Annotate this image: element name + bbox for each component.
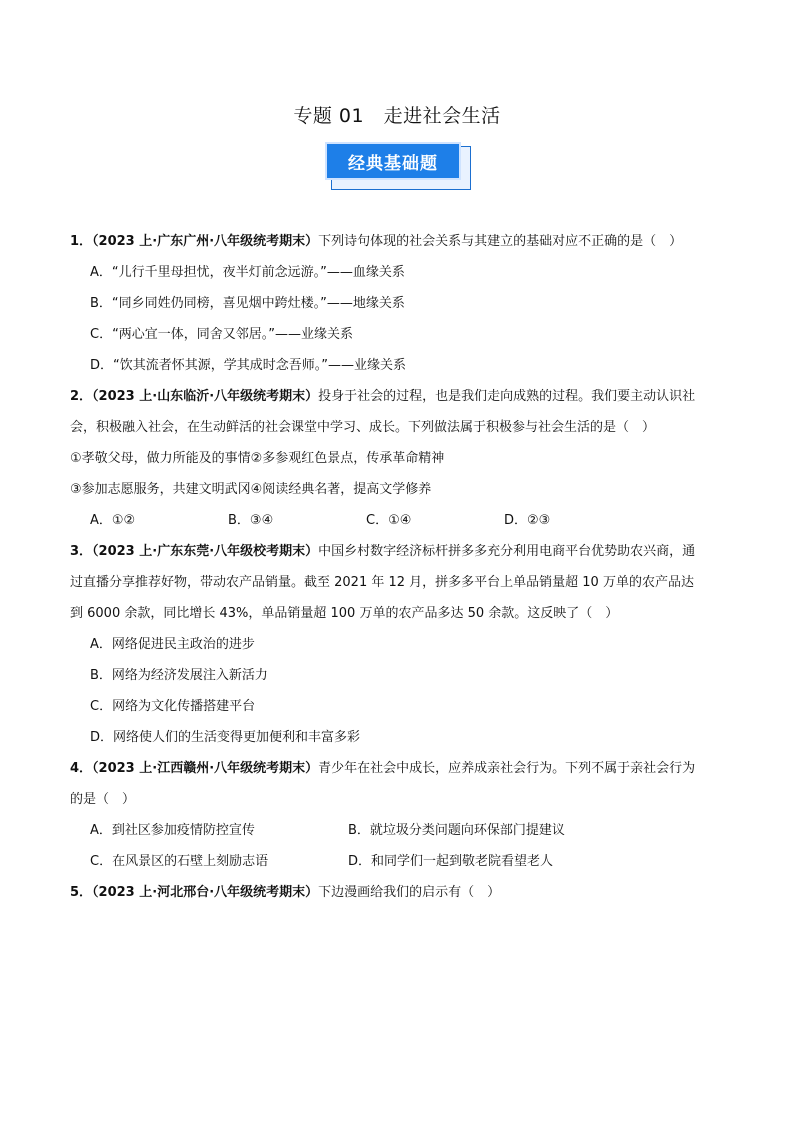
question-4-stem [70, 758, 730, 789]
question-list [70, 231, 730, 913]
question-number: 3． [70, 544, 93, 559]
option-c: C．①④ [366, 513, 412, 528]
option-d: D．和同学们一起到敬老院看望老人 [348, 854, 554, 869]
question-text: 青少年在社会中成长，应养成亲社会行为。下列不属于亲社会行为 [318, 761, 696, 776]
question-3-stem-cont: 过直播分享推荐好物，带动农产品销量。截至 2021 年 12 月，拼多多平台上单品销量超 10 万单的农产品达 [70, 575, 694, 590]
question-2-items-2: ③参加志愿服务，共建文明武冈④阅读经典名著，提高文学修养 [70, 482, 432, 497]
option-b: B．③④ [228, 513, 274, 528]
question-2-options [70, 510, 730, 541]
badge-label: 经典基础题 [325, 142, 461, 180]
option-a: A．“儿行千里母担忧，夜半灯前念远游。”——血缘关系 [90, 265, 405, 280]
question-number: 1． [70, 234, 93, 249]
question-number: 4． [70, 761, 93, 776]
option-d: D．“饮其流者怀其源，学其成时念吾师。”——业缘关系 [90, 358, 406, 373]
option-a: A．到社区参加疫情防控宣传 [90, 823, 255, 838]
question-source: （2023 上·广东东莞·八年级校考期末） [92, 544, 319, 559]
question-text: 投身于社会的过程，也是我们走向成熟的过程。我们要主动认识社 [318, 389, 696, 404]
option-b: B．网络为经济发展注入新活力 [90, 668, 268, 683]
question-number: 2． [70, 389, 93, 404]
question-2-stem [70, 386, 730, 417]
question-text: 下列诗句体现的社会关系与其建立的基础对应不正确的是（ ） [318, 234, 683, 249]
section-badge [325, 142, 469, 188]
question-text: 下边漫画给我们的启示有（ ） [318, 885, 501, 900]
question-3-stem [70, 541, 730, 572]
option-c: C．网络为文化传播搭建平台 [90, 699, 256, 714]
option-c: C．在风景区的石壁上刻励志语 [90, 854, 269, 869]
question-1-stem [70, 231, 730, 262]
option-b: B．“同乡同姓仍同榜，喜见烟中跨灶楼。”——地缘关系 [90, 296, 405, 311]
option-a: A．网络促进民主政治的进步 [90, 637, 255, 652]
question-source: （2023 上·山东临沂·八年级统考期末） [92, 389, 319, 404]
option-d: D．②③ [504, 513, 551, 528]
option-d: D．网络使人们的生活变得更加便利和丰富多彩 [90, 730, 361, 745]
question-number: 5． [70, 885, 93, 900]
question-4-options-row-2 [70, 851, 730, 882]
question-source: （2023 上·江西赣州·八年级统考期末） [92, 761, 319, 776]
question-2-items-1: ①孝敬父母，做力所能及的事情②多参观红色景点，传承革命精神 [70, 451, 445, 466]
question-2-stem-cont: 会，积极融入社会，在生动鲜活的社会课堂中学习、成长。下列做法属于积极参与社会生活的是（ ） [70, 420, 656, 435]
option-c: C．“两心宜一体，同舍又邻居。”——业缘关系 [90, 327, 354, 342]
question-source: （2023 上·广东广州·八年级统考期末） [92, 234, 319, 249]
question-4-stem-cont: 的是（ ） [70, 792, 136, 807]
question-text: 中国乡村数字经济标杆拼多多充分利用电商平台优势助农兴商，通 [318, 544, 696, 559]
page-title: 专题 01 走进社会生活 [293, 105, 501, 127]
option-a: A．①② [90, 513, 136, 528]
question-5-stem [70, 882, 730, 913]
question-4-options-row-1 [70, 820, 730, 851]
question-source: （2023 上·河北邢台·八年级统考期末） [92, 885, 319, 900]
question-3-stem-cont: 到 6000 余款，同比增长 43%，单品销量超 100 万单的农产品多达 50 余款。这反映了（ ） [70, 606, 619, 621]
option-b: B．就垃圾分类问题向环保部门提建议 [348, 823, 565, 838]
